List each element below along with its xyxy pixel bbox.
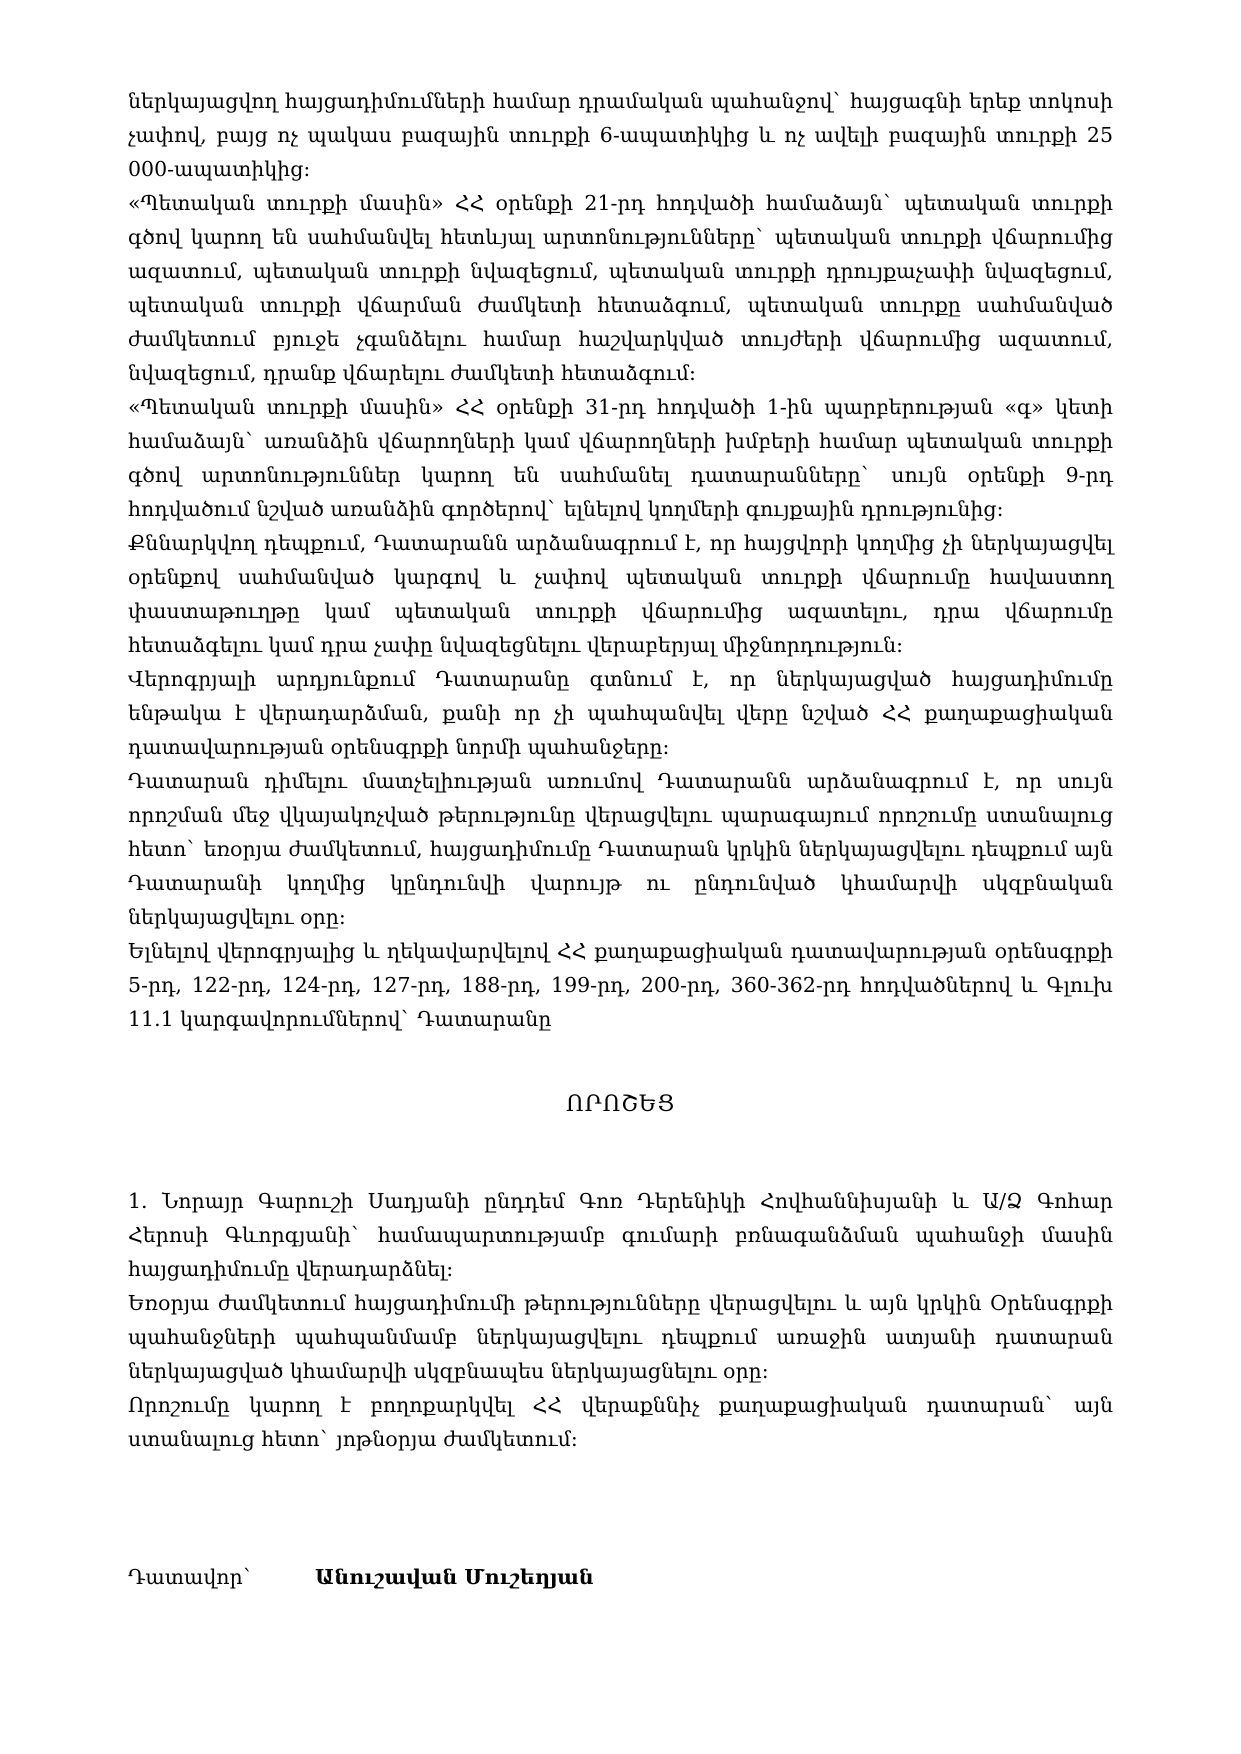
- body-paragraph-fee-amount: ներկայացվող հայցադիմումների համար դրամական պահանջով` հայցագնի երեք տոկոսի չափով, բայց ոչ պակաս բազային տուրքի 6-ապատիկից և ոչ ավելի բազային տուրքի 25 000-ապատիկից:: [128, 89, 1113, 181]
- decision-paragraph-appeal: Որոշումը կարող է բողոքարկվել ՀՀ վերաքննիչ քաղաքացիական դատարան` այն ստանալուց հետո` յոթնօրյա ժամկետում:: [128, 1393, 1113, 1451]
- decision-heading: ՈՐՈՇԵՑ: [566, 1092, 675, 1117]
- decision-paragraph-return-claim: 1. Նորայր Գարուշի Սադյանի ընդդեմ Գոռ Դերենիկի Հովհաննիսյանի և Ա/Ձ Գոհար Հերոսի Գևորգյանի` համապարտությամբ գումարի բռնագանձման պահանջի մասին հայցադիմումը վերադարձնել:: [128, 1189, 1113, 1281]
- judge-name: Անուշավան Մուշեղյան: [315, 1565, 594, 1589]
- body-paragraph-return-conclusion: Վերոգրյալի արդյունքում Դատարանը գտնում է, որ ներկայացված հայցադիմումը ենթակա է վերադարձման, քանի որ չի պահպանվել վերը նշված ՀՀ քաղաքացիական դատավարության օրենսգրքի նորմի պահանջերը:: [128, 667, 1113, 759]
- signature-row: [128, 1560, 1113, 1594]
- body-paragraph-accessibility: Դատարան դիմելու մատչելիության առումով Դատարանն արձանագրում է, որ սույն որոշման մեջ վկայակոչված թերությունը վերացվելու պարագայում որոշումը ստանալուց հետո` եռօրյա ժամկետում, հայցադիմումը Դատարան կրկին ներկայացվելու դեպքում այն Դատարանի կողմից կընդունվի վարույթ ու ընդունված կհամարվի սկզբնական ներկայացվելու օրը:: [128, 769, 1113, 929]
- body-paragraph-state-duty-art31: «Պետական տուրքի մասին» ՀՀ օրենքի 31-րդ հոդվածի 1-ին պարբերության «գ» կետի համաձայն` առանձին վճարողների կամ վճարողների խմբերի համար պետական տուրքի գծով արտոնություններ կարող են սահմանել դատարանները` սույն օրենքի 9-րդ հոդվածում նշված առանձին գործերով` ելնելով կողմերի գույքային դրությունից:: [128, 395, 1113, 521]
- body-paragraph-legal-basis: Ելնելով վերոգրյալից և ղեկավարվելով ՀՀ քաղաքացիական դատավարության օրենսգրքի 5-րդ, 122-րդ, 124-րդ, 127-րդ, 188-րդ, 199-րդ, 200-րդ, 360-362-րդ հոդվածներով և Գլուխ 11.1 կարգավորումներով` Դատարանը: [128, 939, 1113, 1031]
- decision-paragraph-resubmission: Եռօրյա ժամկետում հայցադիմումի թերությունները վերացվելու և այն կրկին Օրենսգրքի պահանջների պահպանմամբ ներկայացվելու դեպքում առաջին ատյանի դատարան ներկայացված կհամարվի սկզբնապես ներկայացնելու օրը:: [128, 1291, 1113, 1383]
- judge-role-label: Դատավոր`: [128, 1565, 253, 1589]
- body-paragraph-court-finding: Քննարկվող դեպքում, Դատարանն արձանագրում է, որ հայցվորի կողմից չի ներկայացվել օրենքով սահմանված կարգով և չափով պետական տուրքի վճարումը հավաստող փաստաթուղթը կամ պետական տուրքի վճարումից ազատելու, դրա վճարումը հետաձգելու կամ դրա չափը նվազեցնելու վերաբերյալ միջնորդություն:: [128, 531, 1113, 657]
- body-paragraph-state-duty-art21: «Պետական տուրքի մասին» ՀՀ օրենքի 21-րդ հոդվածի համաձայն` պետական տուրքի գծով կարող են սահմանվել հետևյալ արտոնությունները` պետական տուրքի վճարումից ազատում, պետական տուրքի նվազեցում, պետական տուրքի դրույքաչափի նվազեցում, պետական տուրքի վճարման ժամկետի հետաձգում, պետական տուրքը սահմանված ժամկետում բյուջե չգանձելու համար հաշվարկված տույժերի վճարումից ազատում, նվազեցում, դրանք վճարելու ժամկետի հետաձգում:: [128, 191, 1113, 385]
